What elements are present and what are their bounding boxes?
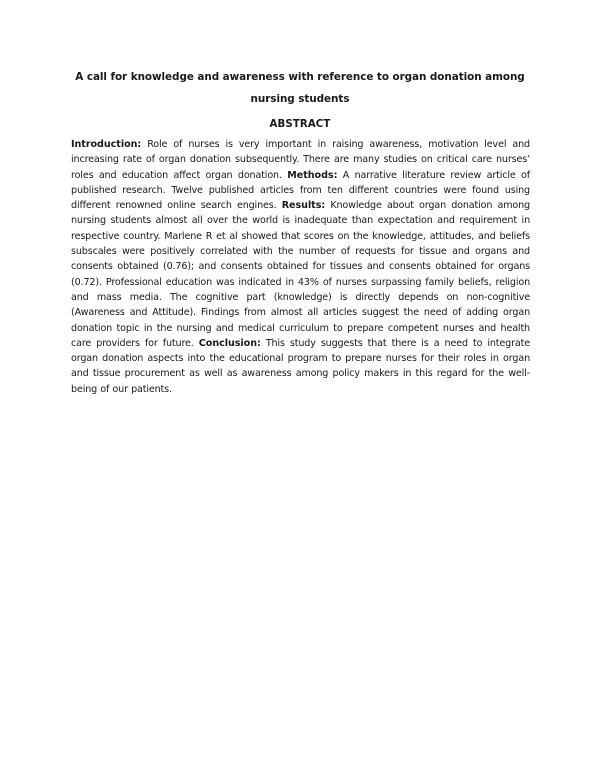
conclusion-label: Conclusion: [198,337,261,349]
abstract-heading: ABSTRACT [269,119,331,130]
title-line-1: A call for knowledge and awareness with reference to organ donation among [75,71,525,83]
paper-title [60,66,540,110]
introduction-text: Role of nurses is very important in raising awareness, motivation level and increasing rate of organ donation subsequently. There are many studies on critical care nurses’ roles and education affect organ donation. [71,139,530,181]
conclusion-text: This study suggests that there is a need to integrate organ donation aspects into the educational program to prepare nurses for their roles in organ and tissue procurement as well as awareness among policy makers in this regard for the well-being of our patients. [71,337,530,395]
results-text: Knowledge about organ donation among nursing students almost all over the world is inadequate than expectation and requirement in respective country. Marlene R et al showed that scores on the knowledge, attitudes, and beliefs subscales were positively correlated with the number of requests for tissue and organs and consents obtained (0.76); and consents obtained for tissues and consents obtained for organs (0.72). Professional education was indicated in 43% of nurses surpassing family beliefs, religion and mass media. The cognitive part (knowledge) is directly depends on non-cognitive (Awareness and Attitude). Findings from almost all articles suggest the need of adding organ donation topic in the nursing and medical curriculum to prepare competent nurses and health care providers for future. [71,200,530,349]
methods-text: A narrative literature review article of published research. Twelve published articles from ten different countries were found using different renowned online search engines. [71,169,530,212]
abstract-body [71,137,530,397]
title-line-2: nursing students [250,93,350,105]
results-label: Results: [281,200,326,212]
introduction-label: Introduction: [71,139,142,150]
methods-label: Methods: [287,169,338,181]
